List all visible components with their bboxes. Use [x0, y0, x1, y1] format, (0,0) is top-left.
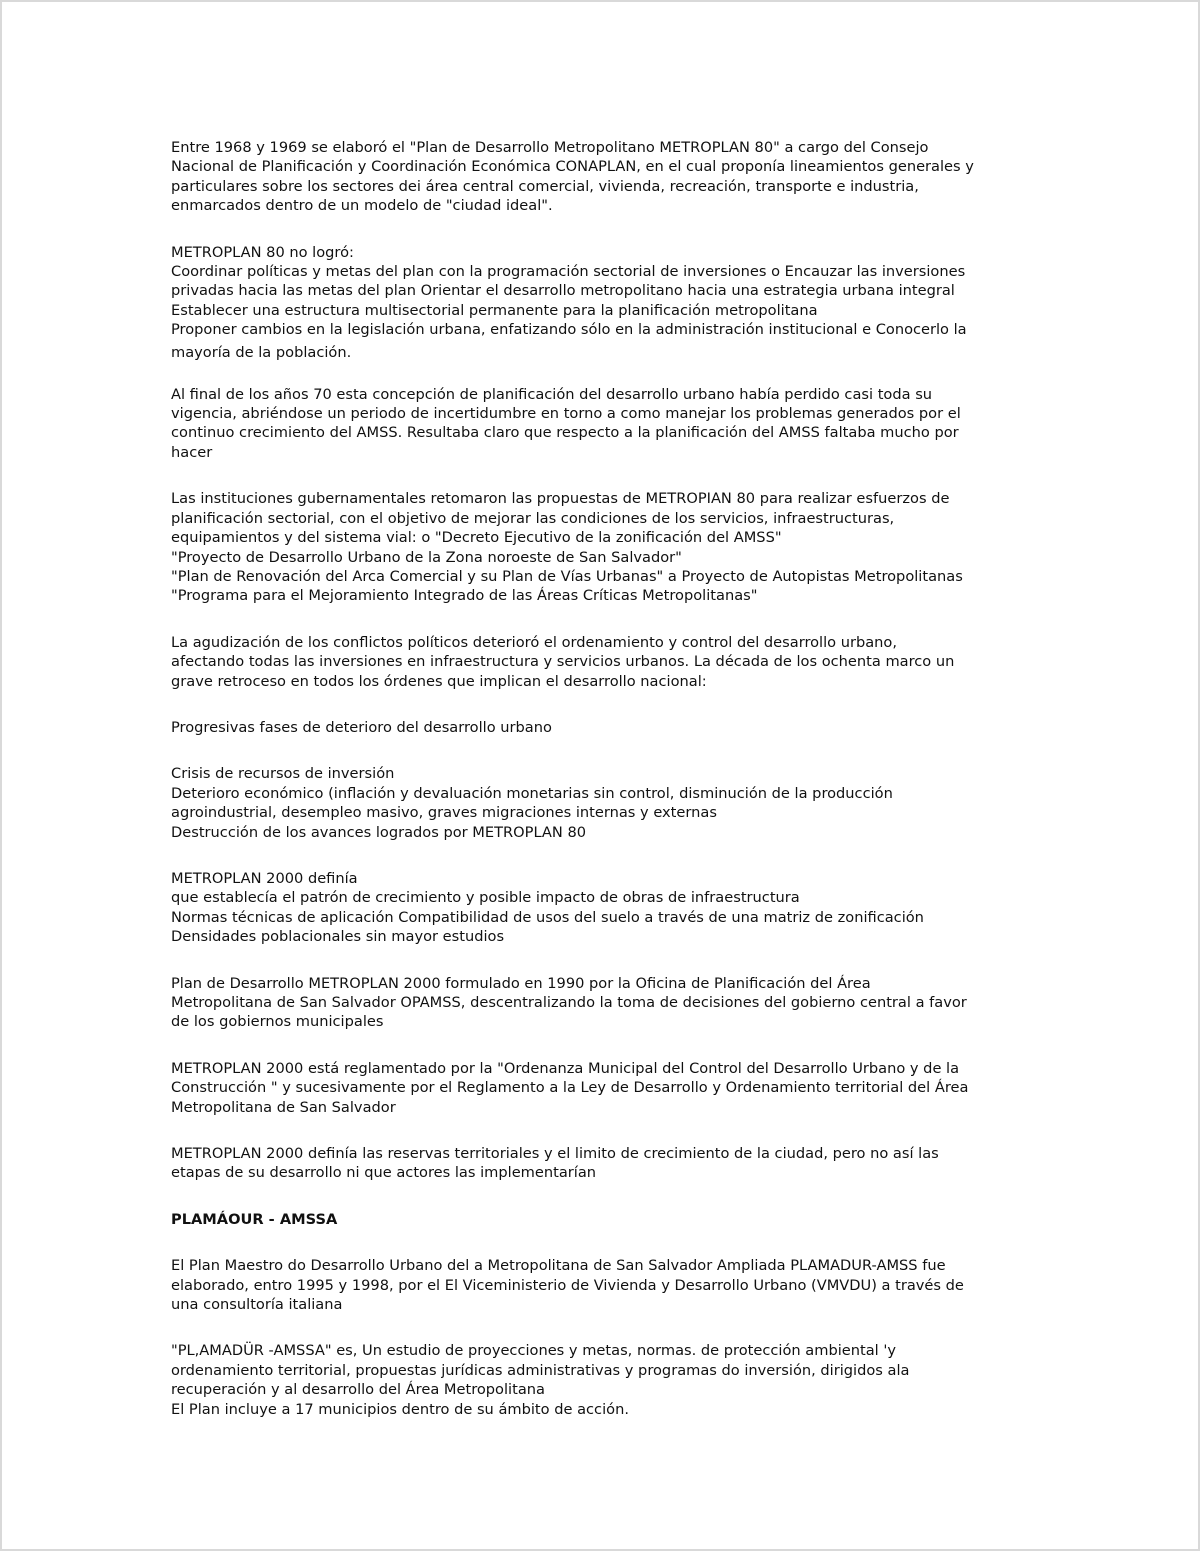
text-line: "PL,AMADÜR -AMSSA" es, Un estudio de proyecciones y metas, normas. de protección ambiental 'y: [171, 1342, 896, 1360]
paragraph-1: [171, 138, 1043, 216]
text-line: METROPLAN 80 no logró:: [171, 243, 354, 261]
document-body: [171, 138, 1043, 1419]
text-line: elaborado, entro 1995 y 1998, por el El Viceministerio de Vivienda y Desarrollo Urbano (VMVDU) a través de: [171, 1276, 964, 1294]
text-line: Densidades poblacionales sin mayor estudios: [171, 928, 505, 946]
text-line: Construcción " y sucesivamente por el Reglamento a la Ley de Desarrollo y Ordenamiento territorial del Área: [171, 1079, 969, 1097]
text-line: METROPLAN 2000 está reglamentado por la "Ordenanza Municipal del Control del Desarrollo Urbano y de la: [171, 1059, 960, 1077]
text-line: recuperación y al desarrollo del Área Metropolitana: [171, 1381, 545, 1399]
text-line: etapas de su desarrollo ni que actores las implementarían: [171, 1164, 597, 1182]
paragraph-9: [171, 974, 1043, 1032]
paragraph-12: [171, 1256, 1043, 1314]
text-line: hacer: [171, 443, 213, 461]
text-line: Entre 1968 y 1969 se elaboró el "Plan de Desarrollo Metropolitano METROPLAN 80" a cargo del Consejo: [171, 139, 929, 156]
text-line: de los gobiernos municipales: [171, 1013, 384, 1031]
text-line: mayoría de la población.: [171, 343, 352, 361]
text-line: agroindustrial, desempleo masivo, graves migraciones internas y externas: [171, 804, 717, 822]
text-line: Proponer cambios en la legislación urbana, enfatizando sólo en la administración institucional e Conocerlo la: [171, 321, 967, 339]
paragraph-10: [171, 1059, 1043, 1117]
text-line: Progresivas fases de deterioro del desarrollo urbano: [171, 718, 552, 736]
text-line: Coordinar políticas y metas del plan con la programación sectorial de inversiones o Encauzar las inversiones: [171, 263, 966, 281]
text-line: particulares sobre los sectores dei área central comercial, vivienda, recreación, transporte e industria,: [171, 177, 919, 195]
paragraph-6: [171, 718, 1043, 737]
text-line: Metropolitana de San Salvador OPAMSS, descentralizando la toma de decisiones del gobierno central a favor: [171, 994, 967, 1011]
paragraph-4: [171, 489, 1043, 605]
text-line: "Plan de Renovación del Arca Comercial y su Plan de Vías Urbanas" a Proyecto de Autopistas Metropolitanas: [171, 567, 963, 585]
paragraph-2-end: [171, 340, 1043, 365]
text-line: una consultoría italiana: [171, 1296, 343, 1314]
text-line: ordenamiento territorial, propuestas jurídicas administrativas y programas do inversión, dirigidos ala: [171, 1361, 910, 1379]
text-line: Las instituciones gubernamentales retomaron las propuestas de METROPIAN 80 para realizar esfuerzos de: [171, 490, 950, 508]
text-line: La agudización de los conflictos políticos deterioró el ordenamiento y control del desarrollo urbano,: [171, 633, 897, 651]
text-line: Normas técnicas de aplicación Compatibilidad de usos del suelo a través de una matriz de zonificación: [171, 908, 924, 926]
text-line: que establecía el patrón de crecimiento y posible impacto de obras de infraestructura: [171, 889, 800, 907]
text-line: Destrucción de los avances logrados por METROPLAN 80: [171, 823, 587, 841]
text-line: privadas hacia las metas del plan Orientar el desarrollo metropolitano hacia una estrategia urbana integral: [171, 282, 955, 300]
text-line: METROPLAN 2000 definía: [171, 869, 358, 887]
text-line: grave retroceso en todos los órdenes que implican el desarrollo nacional:: [171, 672, 707, 690]
paragraph-3: [171, 385, 1043, 463]
text-line: Establecer una estructura multisectorial permanente para la planificación metropolitana: [171, 301, 818, 319]
paragraph-2: [171, 243, 1043, 340]
text-line: El Plan incluye a 17 municipios dentro de su ámbito de acción.: [171, 1400, 629, 1418]
paragraph-7: [171, 764, 1043, 842]
text-line: "Proyecto de Desarrollo Urbano de la Zona noroeste de San Salvador": [171, 548, 682, 566]
text-line: enmarcados dentro de un modelo de "ciudad ideal".: [171, 197, 553, 215]
paragraph-13: [171, 1341, 1043, 1419]
text-line: continuo crecimiento del AMSS. Resultaba claro que respecto a la planificación del AMSS faltaba mucho por: [171, 424, 959, 442]
text-line: Al final de los años 70 esta concepción de planificación del desarrollo urbano había perdido casi toda su: [171, 385, 933, 403]
text-line: vigencia, abriéndose un periodo de incertidumbre en torno a como manejar los problemas generados por el: [171, 405, 961, 423]
text-line: equipamientos y del sistema vial: o "Decreto Ejecutivo de la zonificación del AMSS": [171, 529, 782, 547]
text-line: Plan de Desarrollo METROPLAN 2000 formulado en 1990 por la Oficina de Planificación del Área: [171, 974, 871, 992]
text-line: Nacional de Planificación y Coordinación Económica CONAPLAN, en el cual proponía lineamientos generales y: [171, 158, 974, 176]
text-line: planificación sectorial, con el objetivo de mejorar las condiciones de los servicios, infraestructuras,: [171, 509, 895, 527]
text-line: afectando todas las inversiones en infraestructura y servicios urbanos. La década de los ochenta marco un: [171, 653, 955, 671]
paragraph-5: [171, 633, 1043, 691]
text-line: El Plan Maestro do Desarrollo Urbano del a Metropolitana de San Salvador Ampliada PLAMADUR-AMSS fue: [171, 1257, 946, 1275]
paragraph-8: [171, 869, 1043, 947]
text-line: "Programa para el Mejoramiento Integrado de las Áreas Críticas Metropolitanas": [171, 587, 758, 605]
text-line: Metropolitana de San Salvador: [171, 1098, 396, 1116]
text-line: Deterioro económico (inflación y devaluación monetarias sin control, disminución de la producción: [171, 784, 893, 802]
text-line: METROPLAN 2000 definía las reservas territoriales y el limito de crecimiento de la ciudad, pero no así las: [171, 1145, 939, 1163]
text-line: Crisis de recursos de inversión: [171, 765, 395, 783]
paragraph-11: [171, 1144, 1043, 1183]
section-heading: PLAMÁOUR - AMSSA: [171, 1210, 338, 1228]
